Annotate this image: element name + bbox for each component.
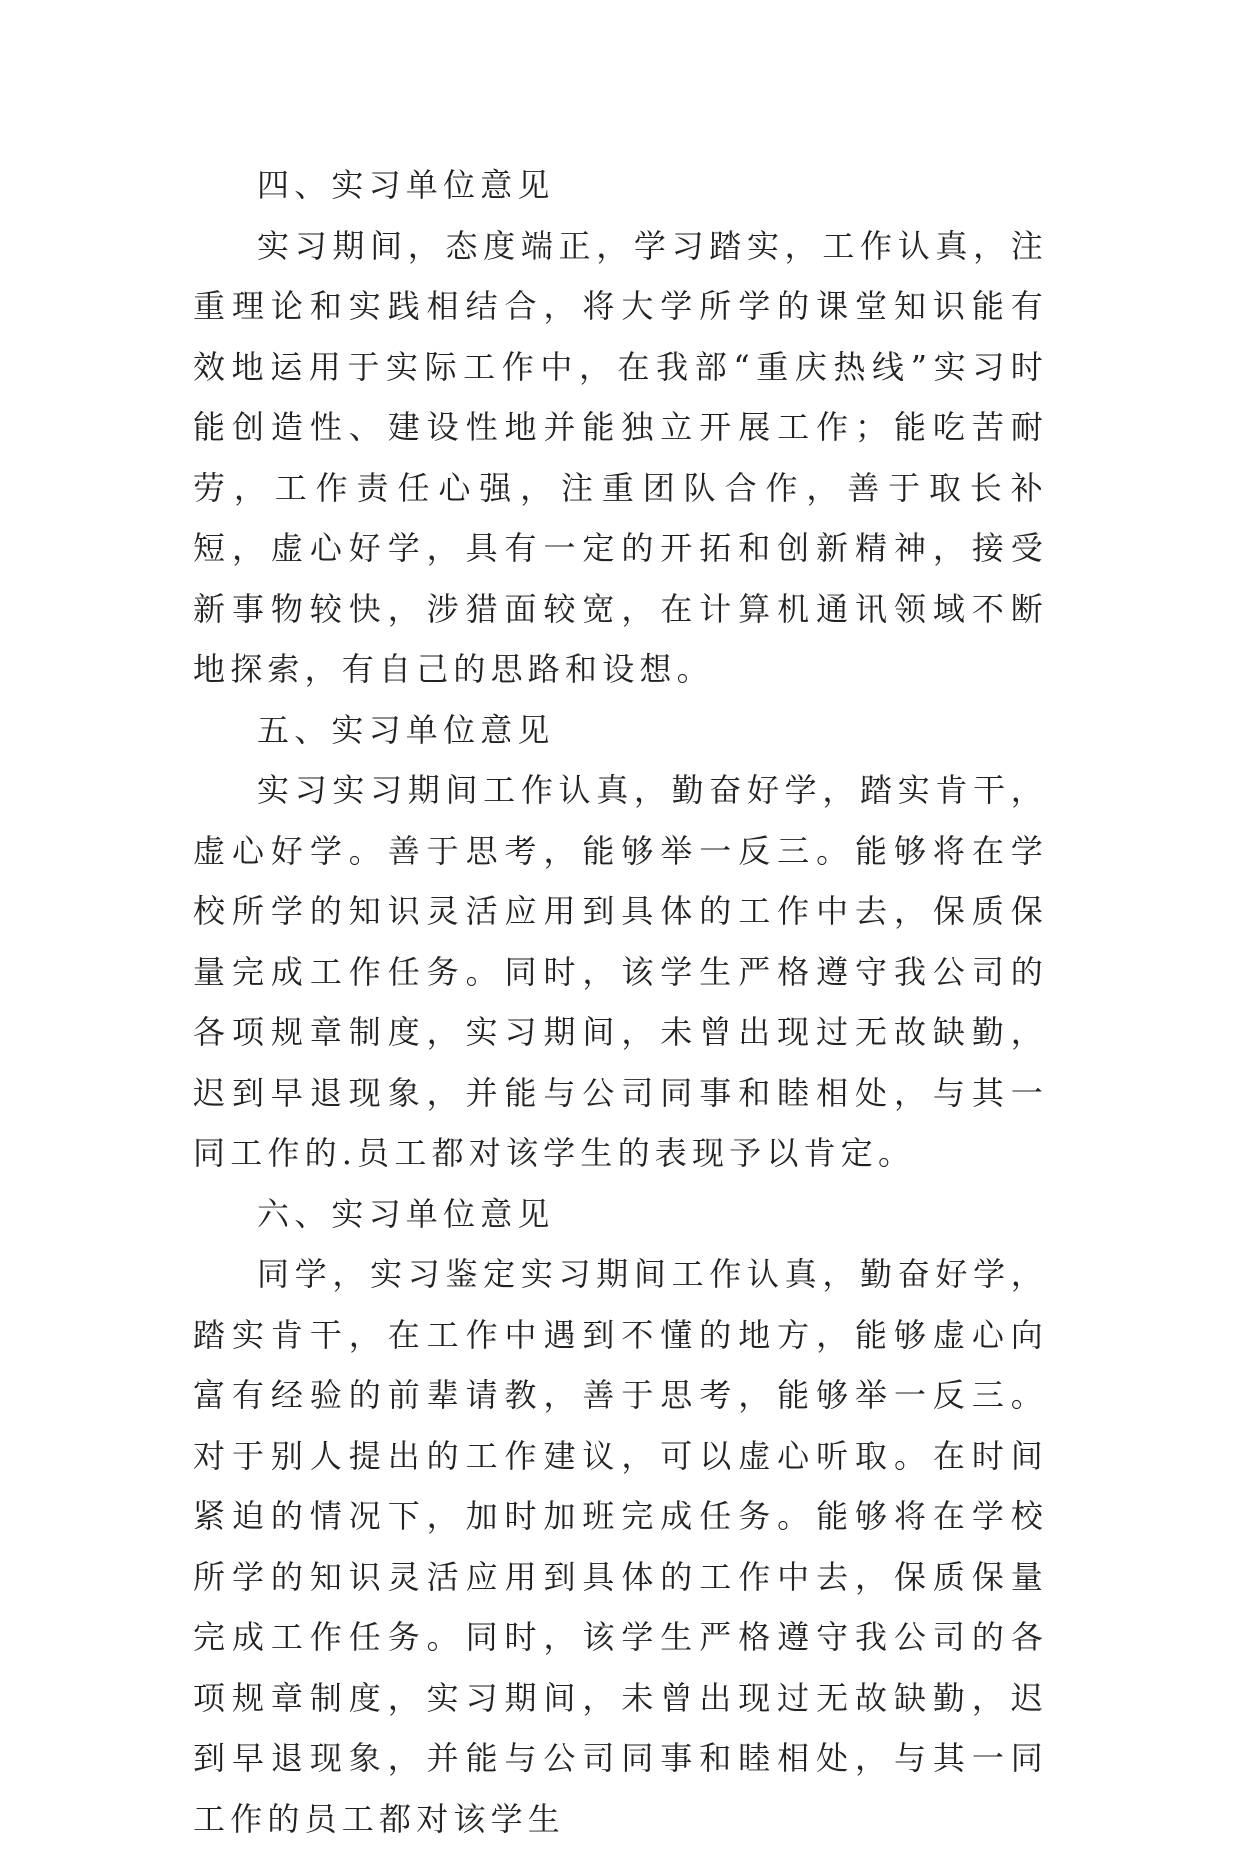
section-5 [193, 700, 1048, 1184]
section-6 [193, 1184, 1048, 1849]
section-5-body: 实习实习期间工作认真，勤奋好学，踏实肯干，虚心好学。善于思考，能够举一反三。能够将在学校所学的知识灵活应用到具体的工作中去，保质保量完成工作任务。同时，该学生严格遵守我公司的各项规章制度，实习期间，未曾出现过无故缺勤，迟到早退现象，并能与公司同事和睦相处，与其一同工作的.员工都对该学生的表现予以肯定。 [193, 760, 1048, 1184]
section-4-heading: 四、实习单位意见 [193, 155, 1048, 216]
section-5-heading: 五、实习单位意见 [193, 700, 1048, 761]
document-content [193, 155, 1048, 1849]
section-4-body: 实习期间，态度端正，学习踏实，工作认真，注重理论和实践相结合，将大学所学的课堂知识能有效地运用于实际工作中，在我部“重庆热线”实习时能创造性、建设性地并能独立开展工作；能吃苦耐劳，工作责任心强，注重团队合作，善于取长补短，虚心好学，具有一定的开拓和创新精神，接受新事物较快，涉猎面较宽，在计算机通讯领域不断地探索，有自己的思路和设想。 [193, 216, 1048, 700]
section-6-heading: 六、实习单位意见 [193, 1184, 1048, 1245]
section-6-body: 同学，实习鉴定实习期间工作认真，勤奋好学，踏实肯干，在工作中遇到不懂的地方，能够虚心向富有经验的前辈请教，善于思考，能够举一反三。对于别人提出的工作建议，可以虚心听取。在时间紧迫的情况下，加时加班完成任务。能够将在学校所学的知识灵活应用到具体的工作中去，保质保量完成工作任务。同时，该学生严格遵守我公司的各项规章制度，实习期间，未曾出现过无故缺勤，迟到早退现象，并能与公司同事和睦相处，与其一同工作的员工都对该学生 [193, 1244, 1048, 1849]
section-4 [193, 155, 1048, 700]
